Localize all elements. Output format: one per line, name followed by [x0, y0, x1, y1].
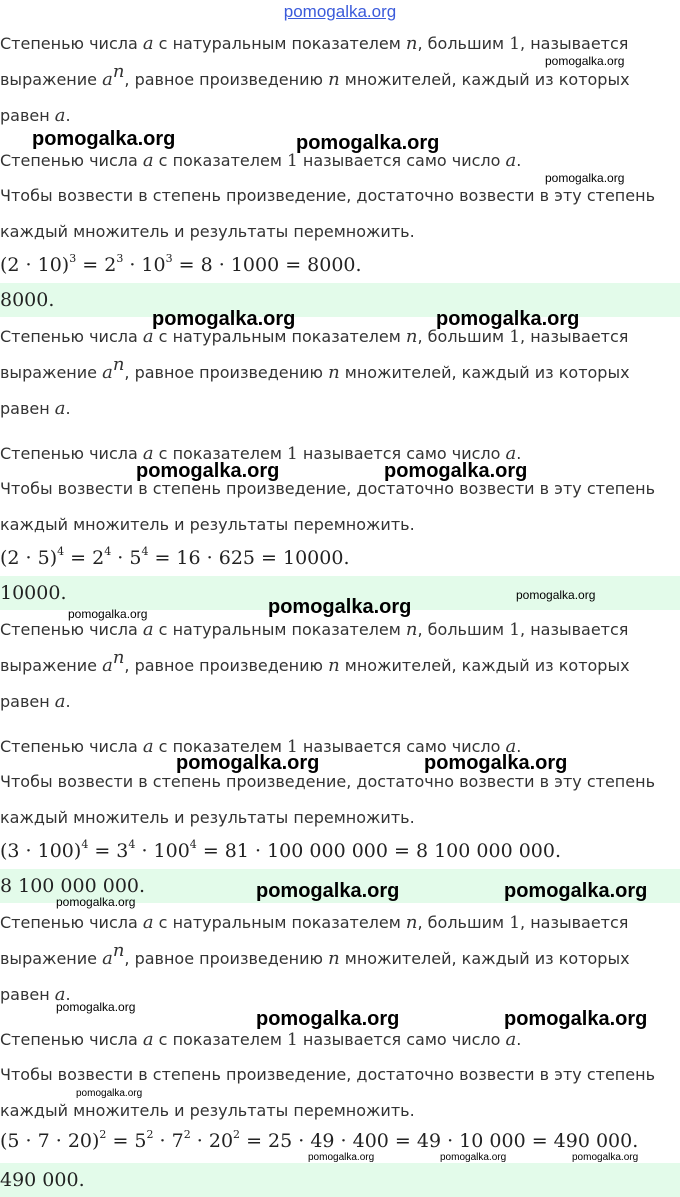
watermark: pomogalka.org [384, 460, 528, 482]
watermark: pomogalka.org [256, 1008, 400, 1030]
theory-line-5: Чтобы возвести в степень произведение, достаточно возвести в эту степень [0, 186, 655, 205]
watermark: pomogalka.org [504, 1008, 648, 1030]
answer-box: 8 100 000 000. [0, 869, 680, 903]
theory-line-4: Степенью числа a с показателем 1 называется само число a. [0, 1029, 522, 1050]
theory-line-2: выражение $a^n$, равное произведению n множителей, каждый из которых [0, 353, 630, 383]
example-expression: $(2 \cdot 5)^4 = 2^4 \cdot 5^4 = 16 \cdot 625 = 10000$. [0, 544, 350, 569]
theory-line-1: Степенью числа a с натуральным показателем n, большим 1, называется [0, 619, 629, 640]
watermark: pomogalka.org [308, 1152, 375, 1163]
watermark: pomogalka.org [545, 171, 625, 185]
theory-line-6: каждый множитель и результаты перемножить. [0, 1101, 415, 1120]
watermark: pomogalka.org [436, 308, 580, 330]
site-link[interactable]: pomogalka.org [283, 2, 397, 21]
solution-block-3 [0, 610, 680, 903]
watermark: pomogalka.org [424, 752, 568, 774]
watermark: pomogalka.org [440, 1152, 507, 1163]
watermark: pomogalka.org [136, 460, 280, 482]
answer-box: 10000. [0, 576, 680, 610]
theory-line-3: равен a. [0, 691, 71, 712]
example-expression: $(2 \cdot 10)^3 = 2^3 \cdot 10^3 = 8 \cdot 1000 = 8000$. [0, 251, 362, 276]
site-header[interactable] [0, 0, 680, 24]
example-expression: $(5 \cdot 7 \cdot 20)^2 = 5^2 \cdot 7^2 \cdot 20^2 = 25 \cdot 49 \cdot 400 = 49 \cdot 10$ 000 = 490 000. [0, 1127, 639, 1152]
theory-line-5: Чтобы возвести в степень произведение, достаточно возвести в эту степень [0, 1065, 655, 1084]
watermark: pomogalka.org [296, 132, 440, 154]
theory-line-3: равен a. [0, 105, 71, 126]
watermark: pomogalka.org [76, 1088, 143, 1099]
theory-line-6: каждый множитель и результаты перемножить. [0, 515, 415, 534]
watermark: pomogalka.org [572, 1152, 639, 1163]
watermark: pomogalka.org [268, 596, 412, 618]
watermark: pomogalka.org [32, 128, 176, 150]
theory-line-5: Чтобы возвести в степень произведение, достаточно возвести в эту степень [0, 772, 655, 791]
theory-line-2: выражение $a^n$, равное произведению n множителей, каждый из которых [0, 646, 630, 676]
watermark: pomogalka.org [176, 752, 320, 774]
theory-line-3: равен a. [0, 398, 71, 419]
theory-line-6: каждый множитель и результаты перемножить. [0, 808, 415, 827]
watermark: pomogalka.org [516, 588, 596, 602]
theory-line-4: Степенью числа a с показателем 1 называется само число a. [0, 736, 522, 757]
answer-box: 8000. [0, 283, 680, 317]
theory-line-1: Степенью числа a с натуральным показателем n, большим 1, называется [0, 912, 629, 933]
theory-line-1: Степенью числа a с натуральным показателем n, большим 1, называется [0, 33, 629, 54]
theory-line-6: каждый множитель и результаты перемножить. [0, 222, 415, 241]
watermark: pomogalka.org [152, 308, 296, 330]
theory-line-4: Степенью числа a с показателем 1 называется само число a. [0, 150, 522, 171]
theory-line-2: выражение $a^n$, равное произведению n множителей, каждый из которых [0, 939, 630, 969]
theory-line-4: Степенью числа a с показателем 1 называется само число a. [0, 443, 522, 464]
answer-box: 490 000. [0, 1163, 680, 1197]
theory-line-3: равен a. [0, 984, 71, 1005]
theory-line-2: выражение $a^n$, равное произведению n множителей, каждый из которых [0, 60, 630, 90]
watermark: pomogalka.org [256, 880, 400, 902]
watermark: pomogalka.org [545, 54, 625, 68]
watermark: pomogalka.org [56, 1000, 136, 1014]
watermark: pomogalka.org [504, 880, 648, 902]
solution-block-2 [0, 317, 680, 610]
theory-line-1: Степенью числа a с натуральным показателем n, большим 1, называется [0, 326, 629, 347]
theory-line-5: Чтобы возвести в степень произведение, достаточно возвести в эту степень [0, 479, 655, 498]
watermark: pomogalka.org [68, 607, 148, 621]
watermark: pomogalka.org [56, 895, 136, 909]
example-expression: $(3 \cdot 100)^4 = 3^4 \cdot 100^4 = 81 \cdot 100$ 000 000 = 8 100 000 000. [0, 837, 562, 862]
